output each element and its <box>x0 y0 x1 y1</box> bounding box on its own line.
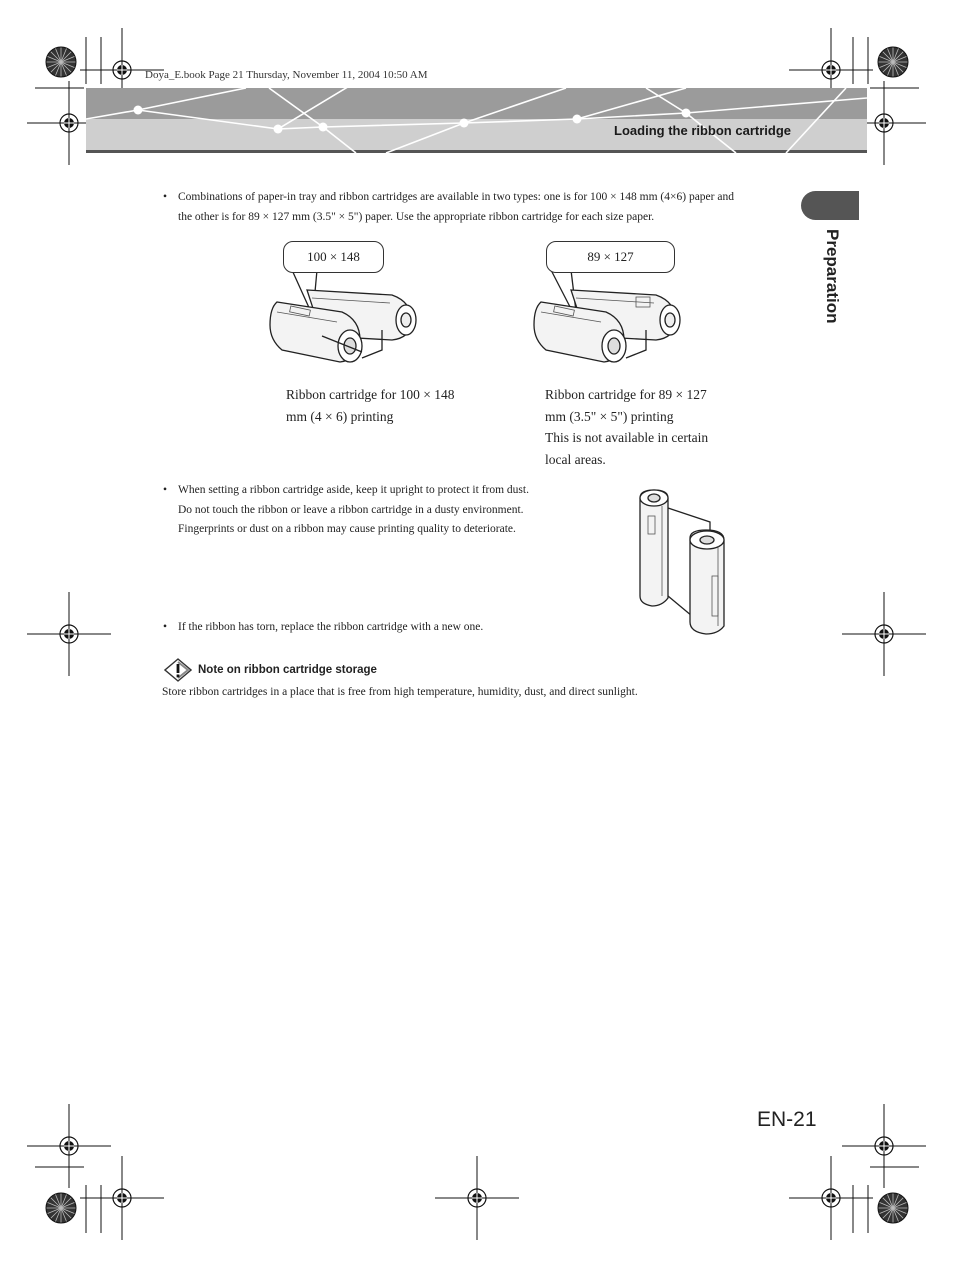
caption-line: Ribbon cartridge for 100 × 148 <box>286 387 455 402</box>
callout-100x148: 100 × 148 <box>283 241 384 273</box>
caption-line: This is not available in certain <box>545 430 709 445</box>
bullet-dot: • <box>163 484 168 496</box>
note-title: Note on ribbon cartridge storage <box>198 664 377 676</box>
bullet-line: Fingerprints or dust on a ribbon may cause printing quality to deteriorate. <box>178 523 516 535</box>
bullet-line: the other is for 89 × 127 mm (3.5" × 5") paper. Use the appropriate ribbon cartridge for each size paper. <box>178 210 655 223</box>
bullet-line: Combinations of paper-in tray and ribbon cartridges are available in two types: one is for 100 × 148 mm (4×6) paper and <box>178 191 734 203</box>
callout-89x127: 89 × 127 <box>546 241 675 273</box>
caption-line: Ribbon cartridge for 89 × 127 <box>545 387 707 402</box>
bullet-torn-ribbon <box>163 618 618 638</box>
bullet-dot: • <box>163 621 168 633</box>
chapter-tab <box>801 191 859 220</box>
bullet-storage-handling <box>163 481 618 540</box>
caption-89x127 <box>545 384 765 470</box>
caption-line: local areas. <box>545 451 606 467</box>
chapter-label: Preparation <box>823 229 842 324</box>
bullet-cartridge-types <box>163 188 798 227</box>
caution-icon <box>164 658 192 682</box>
bullet-line: When setting a ribbon cartridge aside, keep it upright to protect it from dust. <box>178 484 529 496</box>
caption-line: mm (4 × 6) printing <box>286 408 394 424</box>
note-body: Store ribbon cartridges in a place that is free from high temperature, humidity, dust, and direct sunlight. <box>162 686 638 698</box>
caption-100x148 <box>286 384 486 427</box>
upright-cartridge-illustration <box>632 486 732 636</box>
print-info: Doya_E.book Page 21 Thursday, November 11, 2004 10:50 AM <box>145 69 428 81</box>
bullet-dot: • <box>163 191 168 203</box>
caption-line: mm (3.5" × 5") printing <box>545 408 674 424</box>
bullet-line: Do not touch the ribbon or leave a ribbon cartridge in a dusty environment. <box>178 503 524 516</box>
bullet-line: If the ribbon has torn, replace the ribbon cartridge with a new one. <box>178 621 484 633</box>
page-number: EN-21 <box>757 1108 817 1131</box>
section-title: Loading the ribbon cartridge <box>614 123 791 138</box>
header-banner <box>86 88 867 153</box>
